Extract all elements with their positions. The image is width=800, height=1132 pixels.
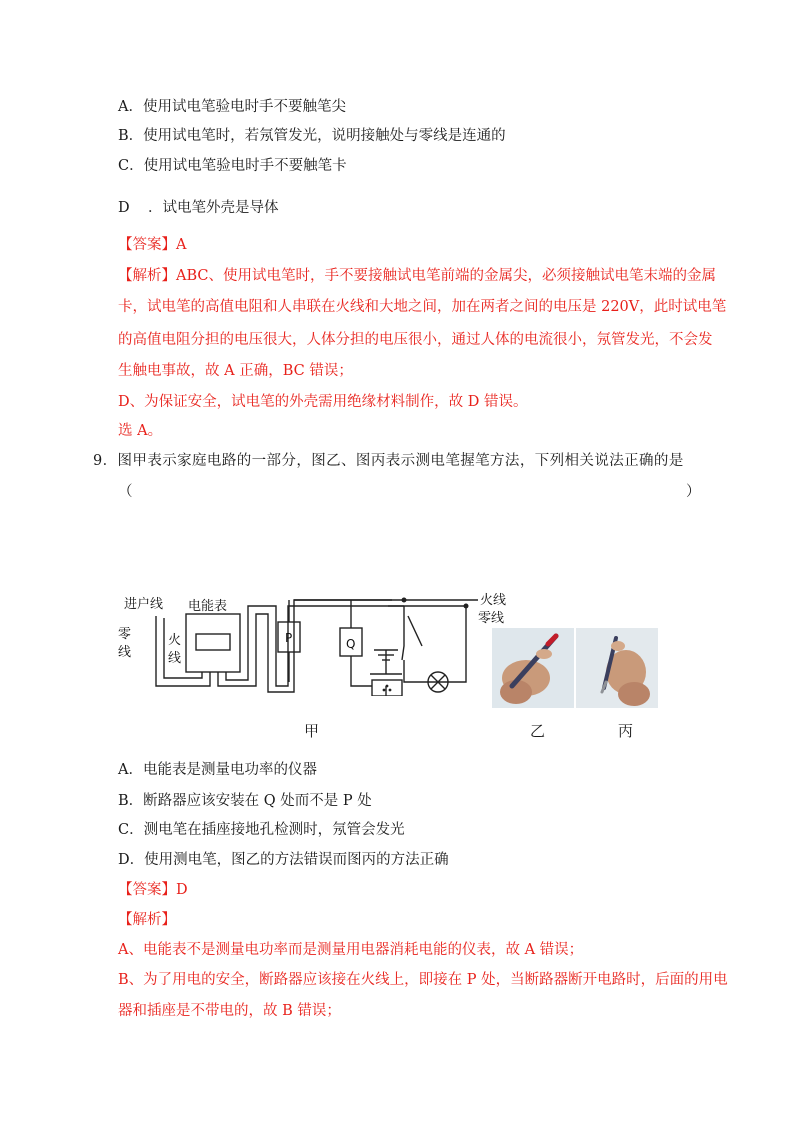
q8-option-a: A．使用试电笔验电时手不要触笔尖 bbox=[118, 99, 346, 115]
q8-analysis-line-3: 的高值电阻分担的电压很大，人体分担的电压很小，通过人体的电流很小，氖管发光，不会发 bbox=[118, 332, 713, 348]
label-neutral-left-1: 零 bbox=[118, 627, 132, 642]
caption-jia: 甲 bbox=[304, 722, 320, 740]
q9-paren-close: ） bbox=[686, 484, 701, 500]
q9-answer: 【答案】D bbox=[118, 882, 188, 898]
q9-paren-open: （ bbox=[118, 484, 133, 500]
label-live-right: 火线 bbox=[480, 593, 507, 608]
q9-stem: 9．图甲表示家庭电路的一部分，图乙、图丙表示测电笔握笔方法，下列相关说法正确的是 bbox=[93, 453, 684, 469]
q8-analysis-line-4: 生触电事故，故 A 正确，BC 错误； bbox=[118, 363, 353, 379]
q8-option-c: C．使用试电笔验电时手不要触笔卡 bbox=[118, 158, 347, 174]
circuit-diagram bbox=[118, 586, 518, 696]
q9-option-d: D．使用测电笔，图乙的方法错误而图丙的方法正确 bbox=[118, 852, 449, 868]
label-neutral-right: 零线 bbox=[478, 611, 505, 626]
q8-option-d-letter: D bbox=[118, 200, 130, 216]
hand-holding-tester-icon bbox=[576, 628, 658, 708]
caption-yi: 乙 bbox=[530, 722, 546, 740]
label-live-left-1: 火 bbox=[168, 633, 182, 648]
q8-option-d-text: ．试电笔外壳是导体 bbox=[148, 200, 279, 216]
label-incoming-line: 进户线 bbox=[124, 597, 164, 612]
q8-analysis-line-5: D、为保证安全，试电笔的外壳需用绝缘材料制作，故 D 错误。 bbox=[118, 394, 528, 410]
q8-option-b: B．使用试电笔时，若氖管发光，说明接触处与零线是连通的 bbox=[118, 128, 506, 144]
q8-analysis-line-6: 选 A。 bbox=[118, 423, 163, 439]
q9-option-a: A．电能表是测量电功率的仪器 bbox=[118, 762, 317, 778]
label-meter: 电能表 bbox=[188, 599, 228, 614]
photo-bing bbox=[576, 628, 658, 708]
q8-analysis-line-2: 卡，试电笔的高值电阻和人串联在火线和大地之间，加在两者之间的电压是 220V，此时试电笔 bbox=[118, 299, 727, 315]
q8-answer: 【答案】A bbox=[118, 237, 187, 253]
q9-option-c: C．测电笔在插座接地孔检测时，氖管会发光 bbox=[118, 822, 405, 838]
circuit-figure-jia bbox=[118, 586, 518, 700]
label-box-p: P bbox=[285, 631, 293, 645]
q8-analysis-line-1: 【解析】ABC、使用试电笔时，手不要接触试电笔前端的金属尖，必须接触试电笔末端的金属 bbox=[118, 268, 716, 284]
label-neutral-left-2: 线 bbox=[118, 645, 132, 660]
q9-analysis-line-2: B、为了用电的安全，断路器应该接在火线上，即接在 P 处，当断路器断开电路时，后面的用电 bbox=[118, 972, 728, 988]
q9-option-b: B．断路器应该安装在 Q 处而不是 P 处 bbox=[118, 793, 372, 809]
photo-yi bbox=[492, 628, 574, 708]
label-live-left-2: 线 bbox=[168, 651, 182, 666]
caption-bing: 丙 bbox=[618, 722, 634, 740]
label-box-q: Q bbox=[346, 637, 356, 651]
hand-holding-tester-icon bbox=[492, 628, 574, 708]
q9-analysis-line-3: 器和插座是不带电的，故 B 错误； bbox=[118, 1003, 341, 1019]
q9-analysis-line-1: A、电能表不是测量电功率而是测量用电器消耗电能的仪表，故 A 错误； bbox=[118, 942, 584, 958]
q9-analysis-title: 【解析】 bbox=[118, 912, 176, 928]
